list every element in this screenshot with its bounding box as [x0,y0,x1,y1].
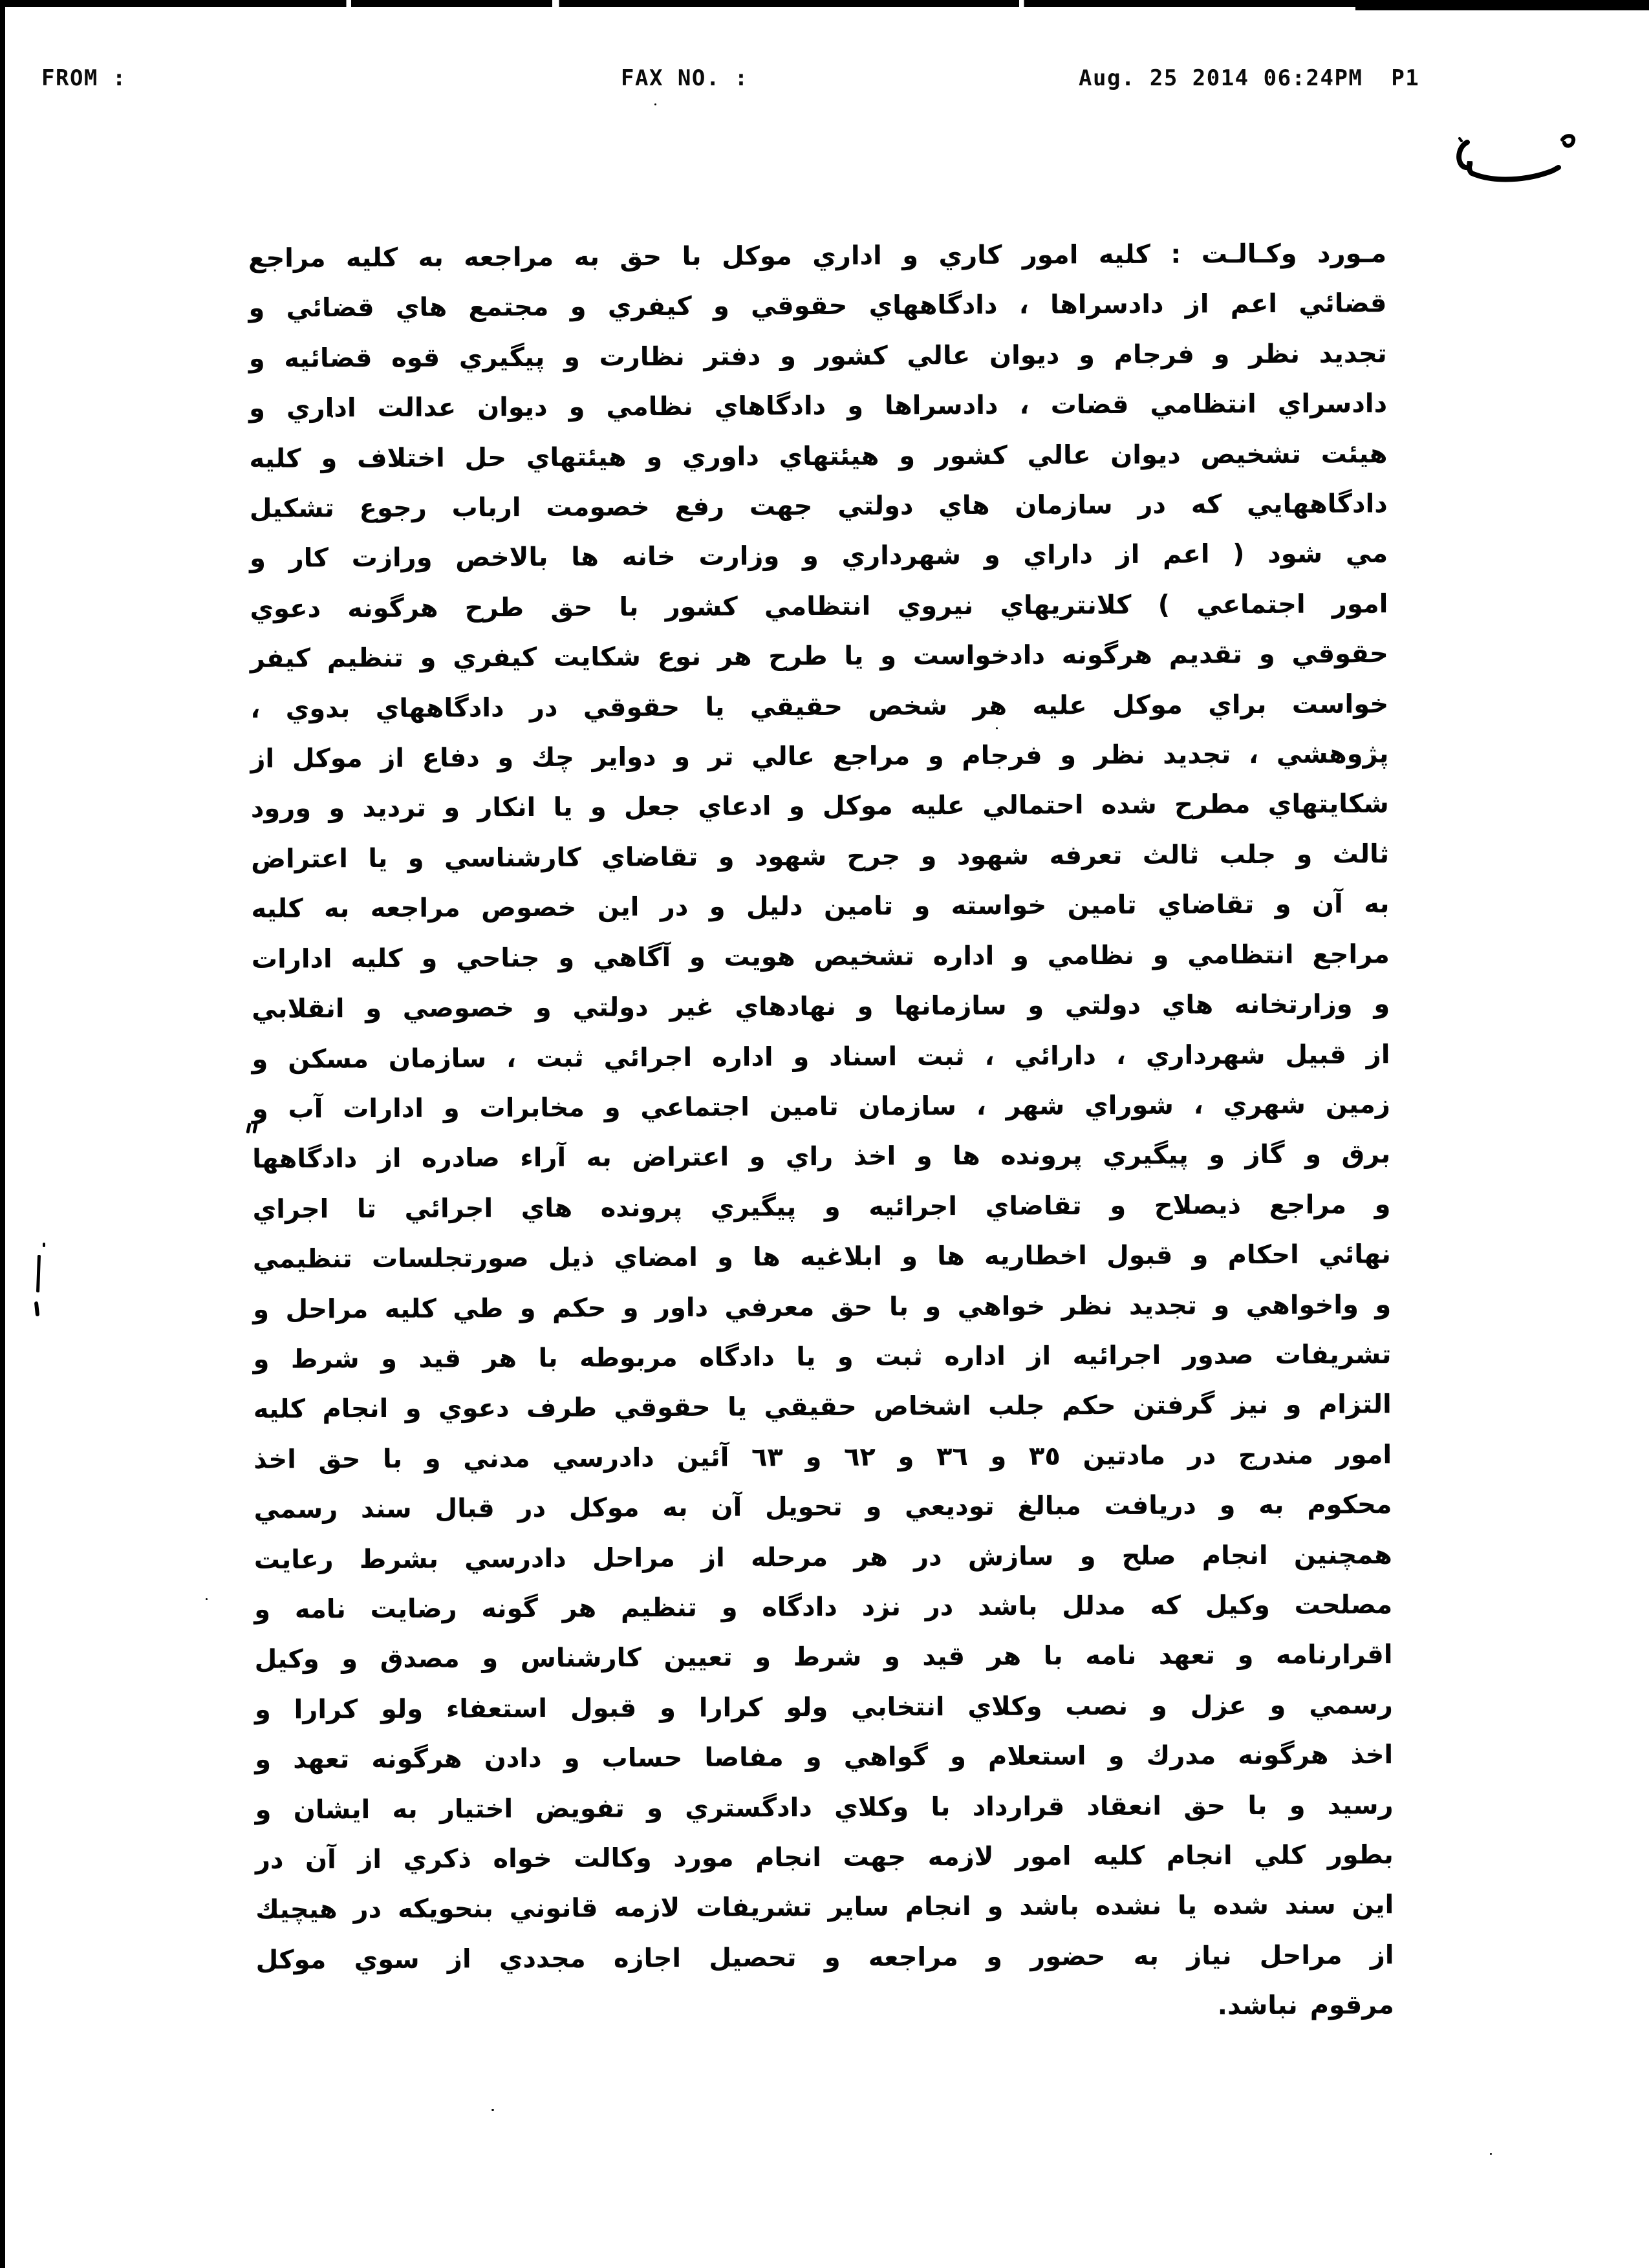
text-line: رسید و با حق انعقاد قرارداد با وکلاي دادگستري و تفویض اختیار به ایشان و [255,1790,1394,1825]
text-line: مصلحت وکیل که مدلل باشد در نزد دادگاه و تنظیم هر گونه رضایت نامه و [254,1590,1393,1625]
pen-mark-left-margin-small [34,1301,39,1317]
scan-noise-dot [1490,2153,1492,2155]
text-line: قضائي اعم از دادسراها ، دادگاههاي حقوقي و کیفري و مجتمع هاي قضائي و [248,288,1387,324]
text-line: به آن و تقاضاي تامین خواسته و تامین دلیل و در این خصوص مراجعه به کلیه [251,889,1390,925]
text-line: دادگاههایي که در سازمان هاي دولتي جهت رفع خصومت ارباب رجوع تشکیل [249,489,1388,524]
text-line: محکوم به و دریافت مبالغ تودیعي و تحویل آن به موکل در قبال سند رسمي [253,1490,1392,1524]
text-line: هیئت تشخیص دیوان عالي کشور و هیئتهاي داوري و هیئتهاي حل اختلاف و کلیه [249,438,1388,474]
text-line: امور اجتماعي ) کلانتریهاي نیروي انتظامي کشور با حق طرح هرگونه دعوي [250,589,1388,624]
pen-mark-left-margin [36,1255,41,1292]
text-line: زمین شهري ، شوراي شهر ، سازمان تامین اجتماعي و مخابرات و ادارات آب و [252,1089,1390,1124]
text-line: و واخواهي و تجدید نظر خواهي و با حق معرفي داور و حکم و طي کلیه مراحل و [253,1289,1392,1325]
scan-noise-dot [654,103,656,105]
text-line: و وزارتخانه هاي دولتي و سازمانها و نهادهاي غیر دولتي و خصوصي و انقلابي [252,989,1390,1024]
handwritten-mark [1452,129,1578,194]
fax-timestamp: Aug. 25 2014 06:24PM P1 [1079,65,1420,91]
scan-edge-left [0,0,5,2268]
pen-dot-left-margin [43,1243,45,1247]
text-line: رسمي و عزل و نصب وکلاي انتخابي ولو کرارا و قبول استعفاء ولو کرارا و [254,1689,1393,1725]
text-line: مرقوم نباشد. [1217,1990,1394,2021]
text-line: دادسراي انتظامي قضات ، دادسراها و دادگاهاي نظامي و دیوان عدالت اداري و [249,389,1388,424]
text-line: التزام و نیز گرفتن حکم جلب اشخاص حقیقي یا حقوقي طرف دعوي و انجام کلیه [253,1389,1392,1425]
text-line: مـورد وکـالـت : کلیه امور کاري و اداري موکل با حق به مراجعه به کلیه مراجع [248,239,1387,273]
text-line: حقوقي و تقدیم هرگونه دادخواست و یا طرح هر نوع شکایت کیفري و تنظیم کیفر [250,639,1388,674]
text-line: بطور کلي انجام کلیه امور لازمه جهت انجام مورد وکالت خواه ذکري از آن در [255,1840,1394,1875]
text-line: شکایتهاي مطرح شده احتمالي علیه موکل و ادعاي جعل و یا انکار و تردید و ورود [250,789,1389,824]
document-body [248,229,1394,2035]
fax-number-label: FAX NO. : [621,65,749,91]
text-line: خواست براي موکل علیه هر شخص حقیقي یا حقوقي در دادگاههاي بدوي ، [250,689,1389,724]
text-line: ثالث و جلب ثالث تعرفه شهود و جرح شهود و تقاضاي کارشناسي و یا اعتراض [251,839,1390,874]
scan-noise-dot [206,1598,208,1600]
scan-noise-dot [491,2109,494,2111]
text-line: از قبیل شهرداري ، دارائي ، ثبت اسناد و اداره اجرائي ثبت ، سازمان مسکن و [252,1039,1390,1075]
text-line: تشریفات صدور اجرائیه از اداره ثبت و یا دادگاه مربوطه با هر قید و شرط و [253,1340,1392,1375]
fax-from-label: FROM : [41,65,127,91]
scan-edge-top-right [1355,6,1649,10]
text-line: برق و گاز و پیگیري پرونده ها و اخذ راي و اعتراض به آراء صادره از دادگاهها [252,1139,1391,1175]
text-line: اقرارنامه و تعهد نامه با هر قید و شرط و تعیین کارشناس و مصدق و وکیل [254,1640,1393,1675]
text-line: مي شود ( اعم از داراي و شهرداري و وزارت خانه ها بالاخص ورازت کار و [250,539,1388,574]
text-line: مراجع انتظامي و نظامي و اداره تشخیص هویت و آگاهي و جناحي و کلیه ادارات [251,939,1390,974]
text-line: امور مندرج در مادتین ٣٥ و ٣٦ و ٦٢ و ٦٣ آئین دادرسي مدني و با حق اخذ [253,1439,1392,1475]
text-line: اخذ هرگونه مدرك و استعلام و گواهي و مفاصا حساب و دادن هرگونه تعهد و [255,1740,1394,1775]
text-line: از مراحل نیاز به حضور و مراجعه و تحصیل اجازه مجددي از سوي موکل [255,1940,1394,1975]
text-line: پژوهشي ، تجدید نظر و فرجام و مراجع عالي تر و دوایر چك و دفاع از موکل از [250,739,1389,774]
fax-header [0,65,1649,98]
text-line: این سند شده یا نشده باشد و انجام سایر تشریفات لازمه قانوني بنحویکه در هیچیك [255,1890,1394,1925]
text-line: نهائي احکام و قبول اخطاریه ها و ابلاغیه ها و امضاي ذیل صورتجلسات تنظیمي [252,1239,1391,1274]
text-line: تجدید نظر و فرجام و دیوان عالي کشور و دفتر نظارت و پیگیري قوه قضائیه و [248,338,1387,374]
text-line: و مراجع ذیصلاح و تقاضاي اجرائیه و پیگیري پرونده هاي اجرائي تا اجراي [252,1189,1391,1225]
text-line: همچنین انجام صلح و سازش در هر مرحله از مراحل دادرسي بشرط رعایت [253,1539,1392,1575]
